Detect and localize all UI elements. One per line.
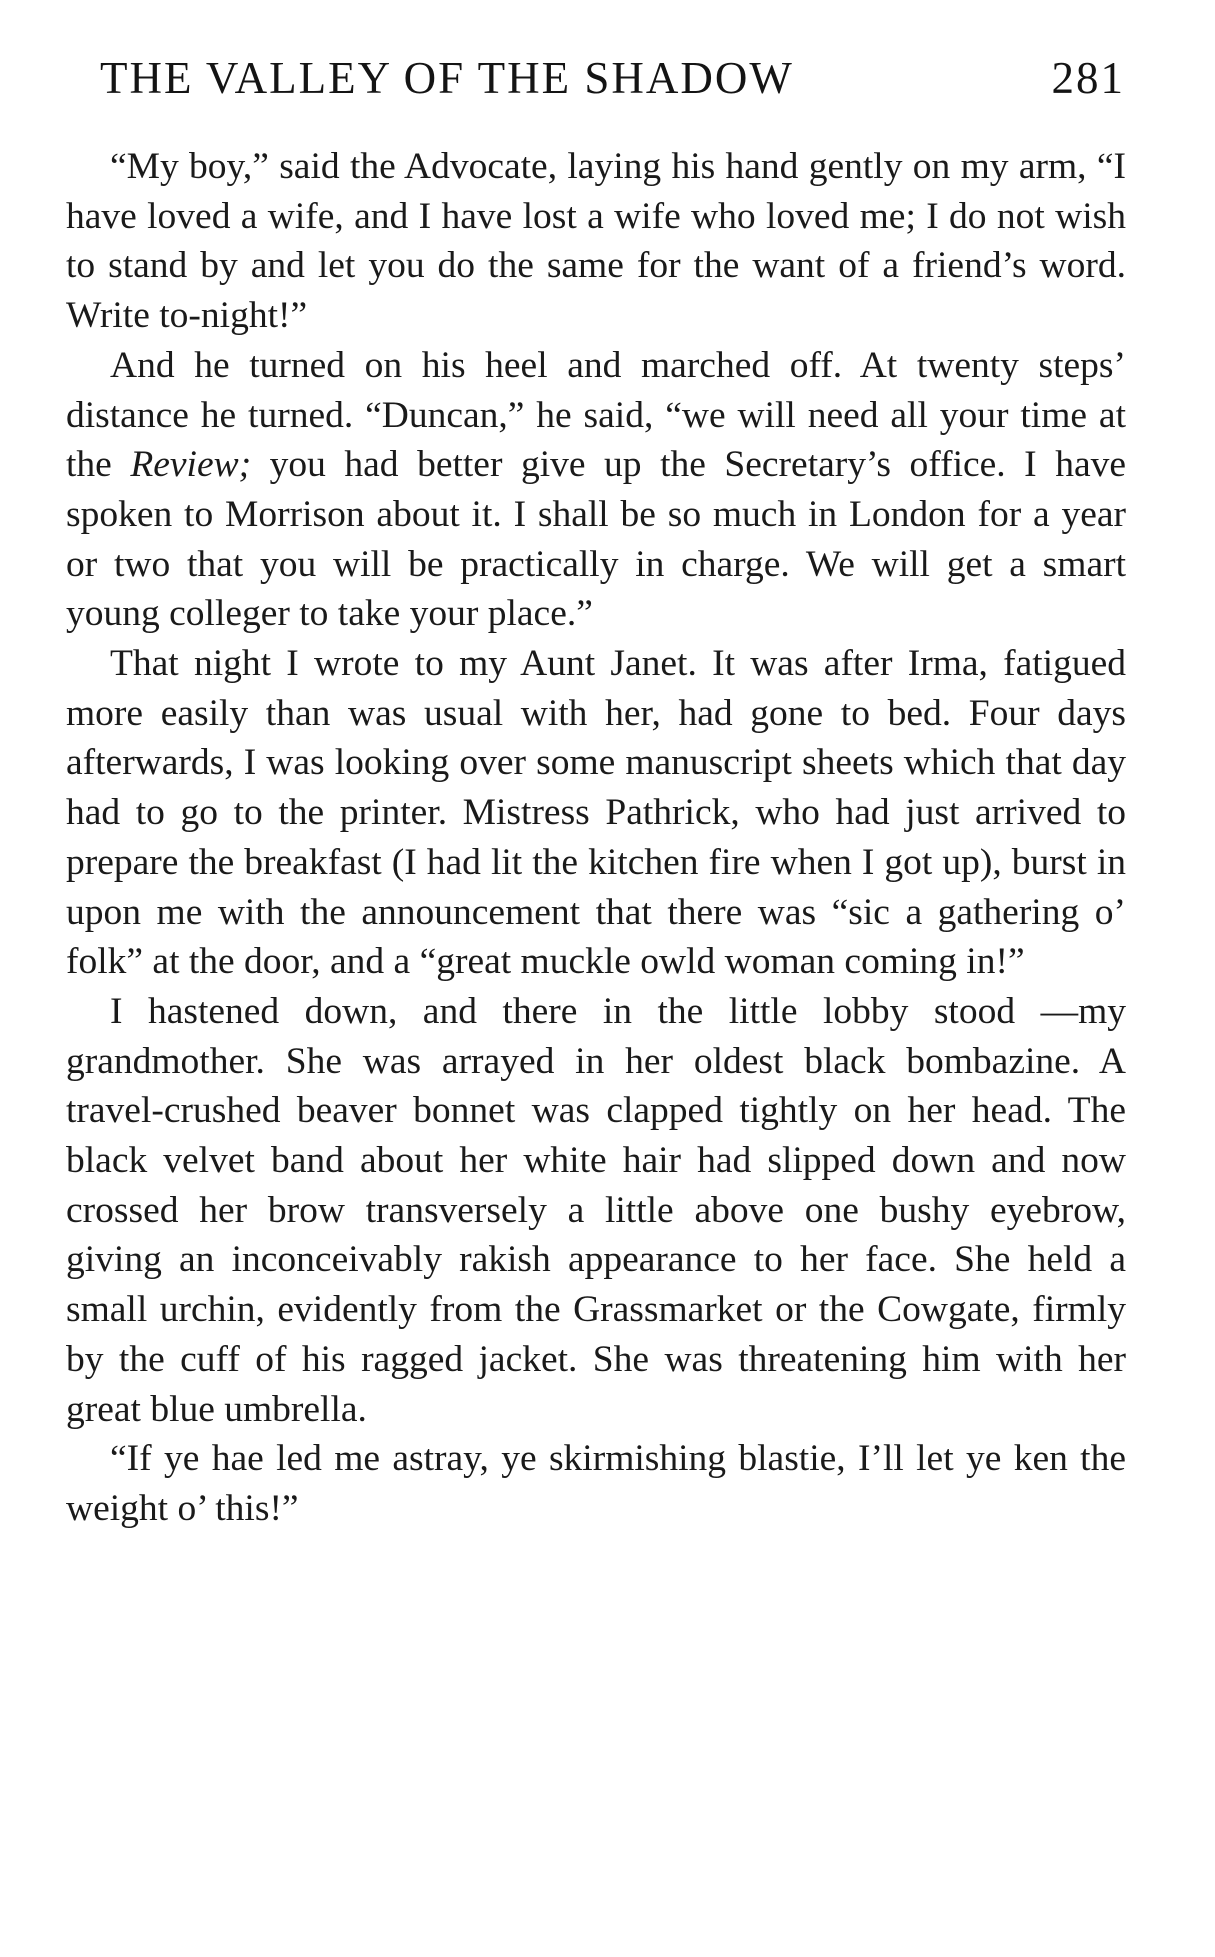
review-title-italic: Review; [130,444,252,486]
running-title: THE VALLEY OF THE SHADOW [100,53,794,103]
paragraph-2-text-b: you had better give up the Secretary’s office. I have spoken to Morrison about it. I shall be so much in London for a year or two that you will be practically in charge. We will get a smart young colleger to take your place.” [66,444,1126,635]
running-head [100,52,1125,110]
body-text [66,142,1126,1534]
paragraph-1: “My boy,” said the Advocate, laying his hand gently on my arm, “I have loved a wife, and I have lost a wife who loved me; I do not wish to stand by and let you do the same for the want of a friend’s word. Write to-night!” [66,146,1126,337]
paragraph-3: That night I wrote to my Aunt Janet. It was after Irma, fatigued more easily than was usual with her, had gone to bed. Four days afterwards, I was looking over some manuscript sheets which that day had to go to the printer. Mistress Pathrick, who had just arrived to prepare the breakfast (I had lit the kitchen fire when I got up), burst in upon me with the announcement that there was “sic a gathering o’ folk” at the door, and a “great muckle owld woman coming in!” [66,643,1126,983]
page-number: 281 [1051,53,1125,103]
paragraph-2 [66,341,1126,639]
paragraph-4: I hastened down, and there in the little lobby stood —my grandmother. She was arrayed in her oldest black bombazine. A travel-crushed beaver bonnet was clapped tightly on her head. The black velvet band about her white hair had slipped down and now crossed her brow transversely a little above one bushy eyebrow, giving an inconceivably rakish appearance to her face. She held a small urchin, evidently from the Grassmarket or the Cowgate, firmly by the cuff of his ragged jacket. She was threatening him with her great blue umbrella. [66,990,1126,1430]
paragraph-2-text-a: And he turned on his heel and marched off. At twenty steps’ distance he turned. “Duncan,” he said, “we will need all your time at the [66,344,1126,486]
paragraph-5: “If ye hae led me astray, ye skirmishing blastie, I’ll let ye ken the weight o’ this!” [66,1438,1126,1529]
